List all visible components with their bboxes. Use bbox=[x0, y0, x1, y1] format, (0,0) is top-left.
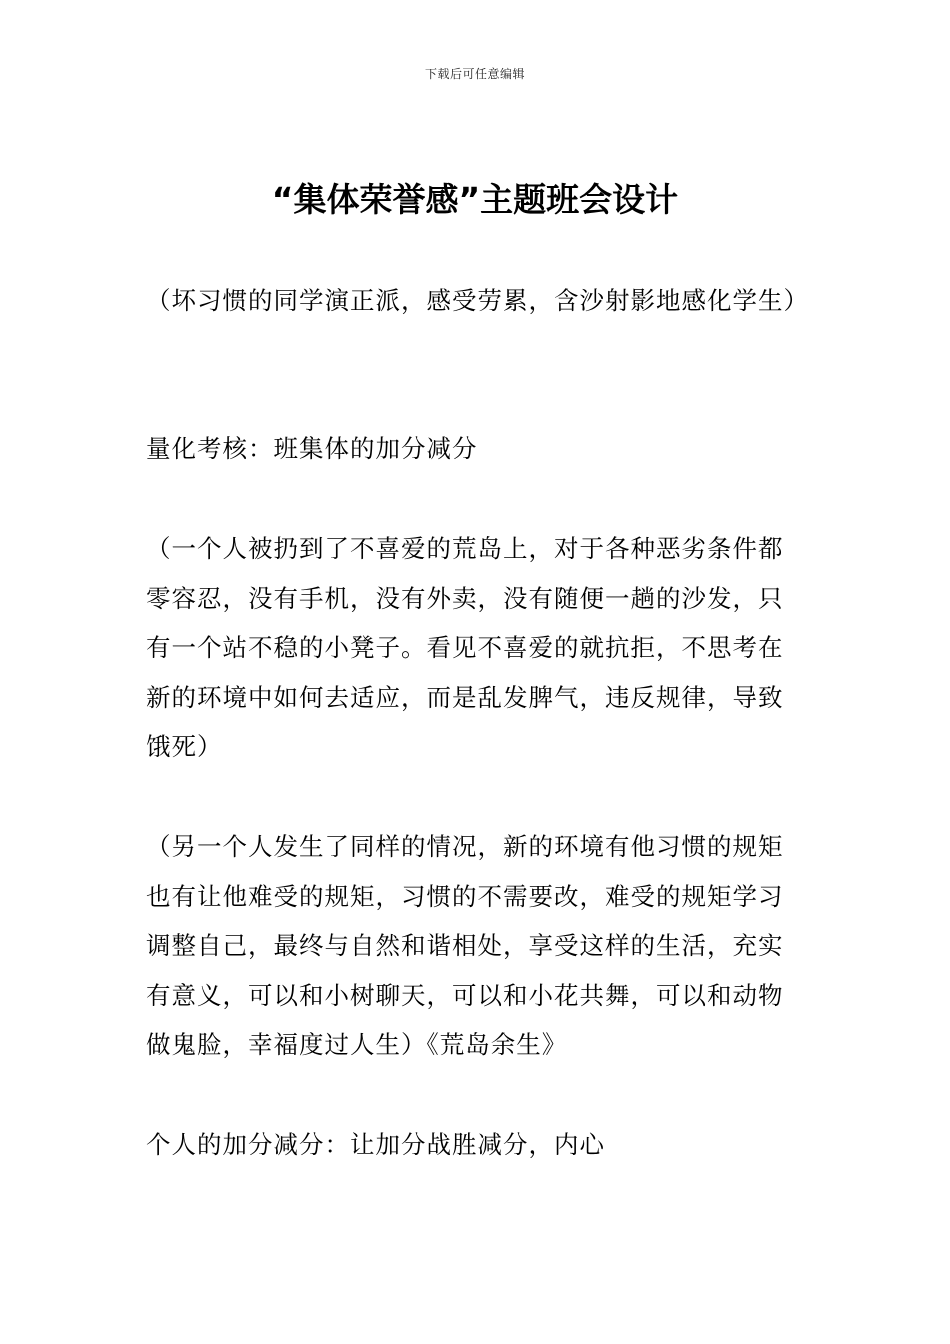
paragraph-quantitative-assessment: 量化考核：班集体的加分减分 bbox=[146, 434, 478, 463]
paragraph-story-two: （另一个人发生了同样的情况，新的环境有他习惯的规矩也有让他难受的规矩，习惯的不需要改，难受的规矩学习调整自己，最终与自然和谐相处，享受这样的生活，充实有意义，可以和小树聊天，可以和小花共舞，可以和动物做鬼脸，幸福度过人生）《荒岛余生》 bbox=[146, 832, 784, 1059]
paragraph-story-one: （一个人被扔到了不喜爱的荒岛上，对于各种恶劣条件都零容忍，没有手机，没有外卖，没有随便一趟的沙发，只有一个站不稳的小凳子。看见不喜爱的就抗拒，不思考在新的环境中如何去适应，而是乱发脾气，违反规律，导致饿死） bbox=[146, 534, 784, 761]
paragraph-personal-score: 个人的加分减分：让加分战胜减分，内心 bbox=[146, 1130, 605, 1159]
document-title: “集体荣誉感”主题班会设计 bbox=[271, 180, 679, 219]
header-note: 下载后可任意编辑 bbox=[424, 67, 525, 81]
paragraph-intro: （坏习惯的同学演正派，感受劳累，含沙射影地感化学生） bbox=[146, 286, 809, 315]
